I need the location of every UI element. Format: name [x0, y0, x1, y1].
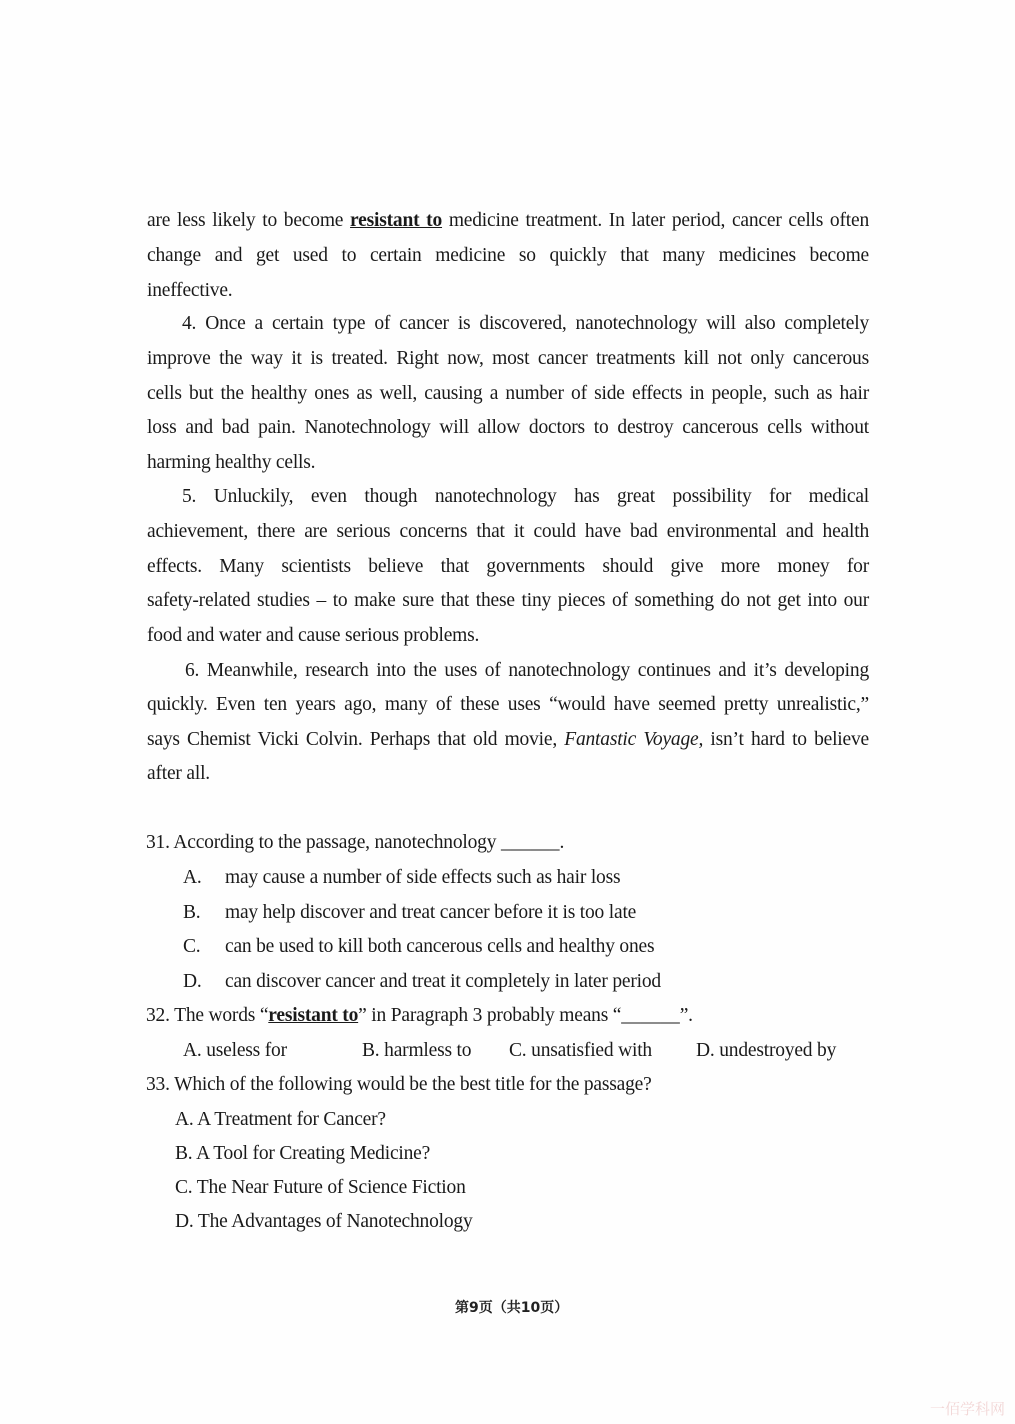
watermark: 一佰学科网	[930, 1400, 1006, 1418]
option-text: can be used to kill both cancerous cells and healthy ones	[225, 936, 655, 957]
para3-line2: change and get used to certain medicine so quickly that many medicines become	[147, 245, 869, 266]
para5-line1: 5. Unluckily, even though nanotechnology has great possibility for medical	[182, 486, 869, 507]
para4-line1: 4. Once a certain type of cancer is discovered, nanotechnology will also completely	[182, 313, 869, 334]
para6-line1: 6. Meanwhile, research into the uses of nanotechnology continues and it’s developing	[185, 660, 869, 681]
para3-text: are less likely to become	[147, 210, 351, 231]
para3-text: medicine treatment. In later period, cancer cells often	[442, 210, 869, 231]
question-text: Which of the following would be the best title for the passage?	[174, 1074, 652, 1095]
para4-line3: cells but the healthy ones as well, causing a number of side effects in people, such as hair	[147, 383, 869, 404]
para3-line1	[147, 209, 869, 233]
question-31-option-c	[183, 935, 654, 959]
question-text: ”.	[679, 1005, 693, 1026]
option-text: may help discover and treat cancer before it is too late	[225, 902, 637, 923]
question-31-option-a	[183, 866, 620, 890]
para4-line5: harming healthy cells.	[147, 452, 316, 473]
para6-line4: after all.	[147, 763, 210, 784]
question-32-option-c: C. unsatisfied with	[509, 1040, 652, 1061]
option-letter: B.	[183, 902, 201, 923]
para6-text: says Chemist Vicki Colvin. Perhaps that old movie,	[147, 729, 565, 750]
question-32-option-b: B. harmless to	[362, 1040, 472, 1061]
question-text: According to the passage, nanotechnology	[173, 832, 501, 853]
highlighted-phrase: resistant to	[268, 1005, 359, 1026]
question-text: ” in Paragraph 3 probably means “	[358, 1005, 622, 1026]
question-33-stem	[146, 1073, 652, 1097]
answer-blank: ______	[621, 1005, 680, 1026]
question-text: The words “	[174, 1005, 269, 1026]
question-32-option-d: D. undestroyed by	[696, 1040, 837, 1061]
para5-line3: effects. Many scientists believe that governments should give more money for	[147, 556, 869, 577]
option-letter: A.	[183, 867, 202, 888]
question-33-option-c: C. The Near Future of Science Fiction	[175, 1177, 466, 1198]
option-text: can discover cancer and treat it completely in later period	[225, 971, 661, 992]
question-33-option-b: B. A Tool for Creating Medicine?	[175, 1143, 431, 1164]
option-letter: C.	[183, 936, 201, 957]
question-33-option-d: D. The Advantages of Nanotechnology	[175, 1211, 473, 1232]
para6-line2: quickly. Even ten years ago, many of these uses “would have seemed pretty unrealistic,”	[147, 694, 869, 715]
question-33-option-a: A. A Treatment for Cancer?	[175, 1109, 386, 1130]
option-letter: D.	[183, 971, 202, 992]
highlighted-phrase: resistant to	[350, 210, 443, 231]
para6-text: isn’t hard to believe	[703, 729, 869, 750]
question-32-option-a: A. useless for	[183, 1040, 287, 1061]
page-number: 第9页（共10页）	[455, 1300, 569, 1316]
para5-line2: achievement, there are serious concerns that it could have bad environmental and health	[147, 521, 869, 542]
question-text: .	[559, 832, 565, 853]
para4-line2: improve the way it is treated. Right now, most cancer treatments kill not only cancerous	[147, 348, 869, 369]
answer-blank: ______	[500, 832, 560, 853]
para5-line5: food and water and cause serious problems.	[147, 625, 480, 646]
movie-title: Fantastic Voyage,	[564, 729, 704, 750]
question-31-stem	[146, 831, 564, 855]
para6-line3	[147, 728, 869, 752]
question-31-option-b	[183, 901, 636, 925]
question-number: 31.	[146, 832, 170, 853]
question-number: 32.	[146, 1005, 170, 1026]
question-31-option-d	[183, 970, 661, 994]
para5-line4: safety-related studies – to make sure that these tiny pieces of something do not get into our	[147, 590, 869, 611]
question-number: 33.	[146, 1074, 170, 1095]
para4-line4: loss and bad pain. Nanotechnology will allow doctors to destroy cancerous cells without	[147, 417, 869, 438]
option-text: may cause a number of side effects such as hair loss	[225, 867, 621, 888]
para3-line3: ineffective.	[147, 280, 233, 301]
question-32-stem	[146, 1004, 693, 1028]
